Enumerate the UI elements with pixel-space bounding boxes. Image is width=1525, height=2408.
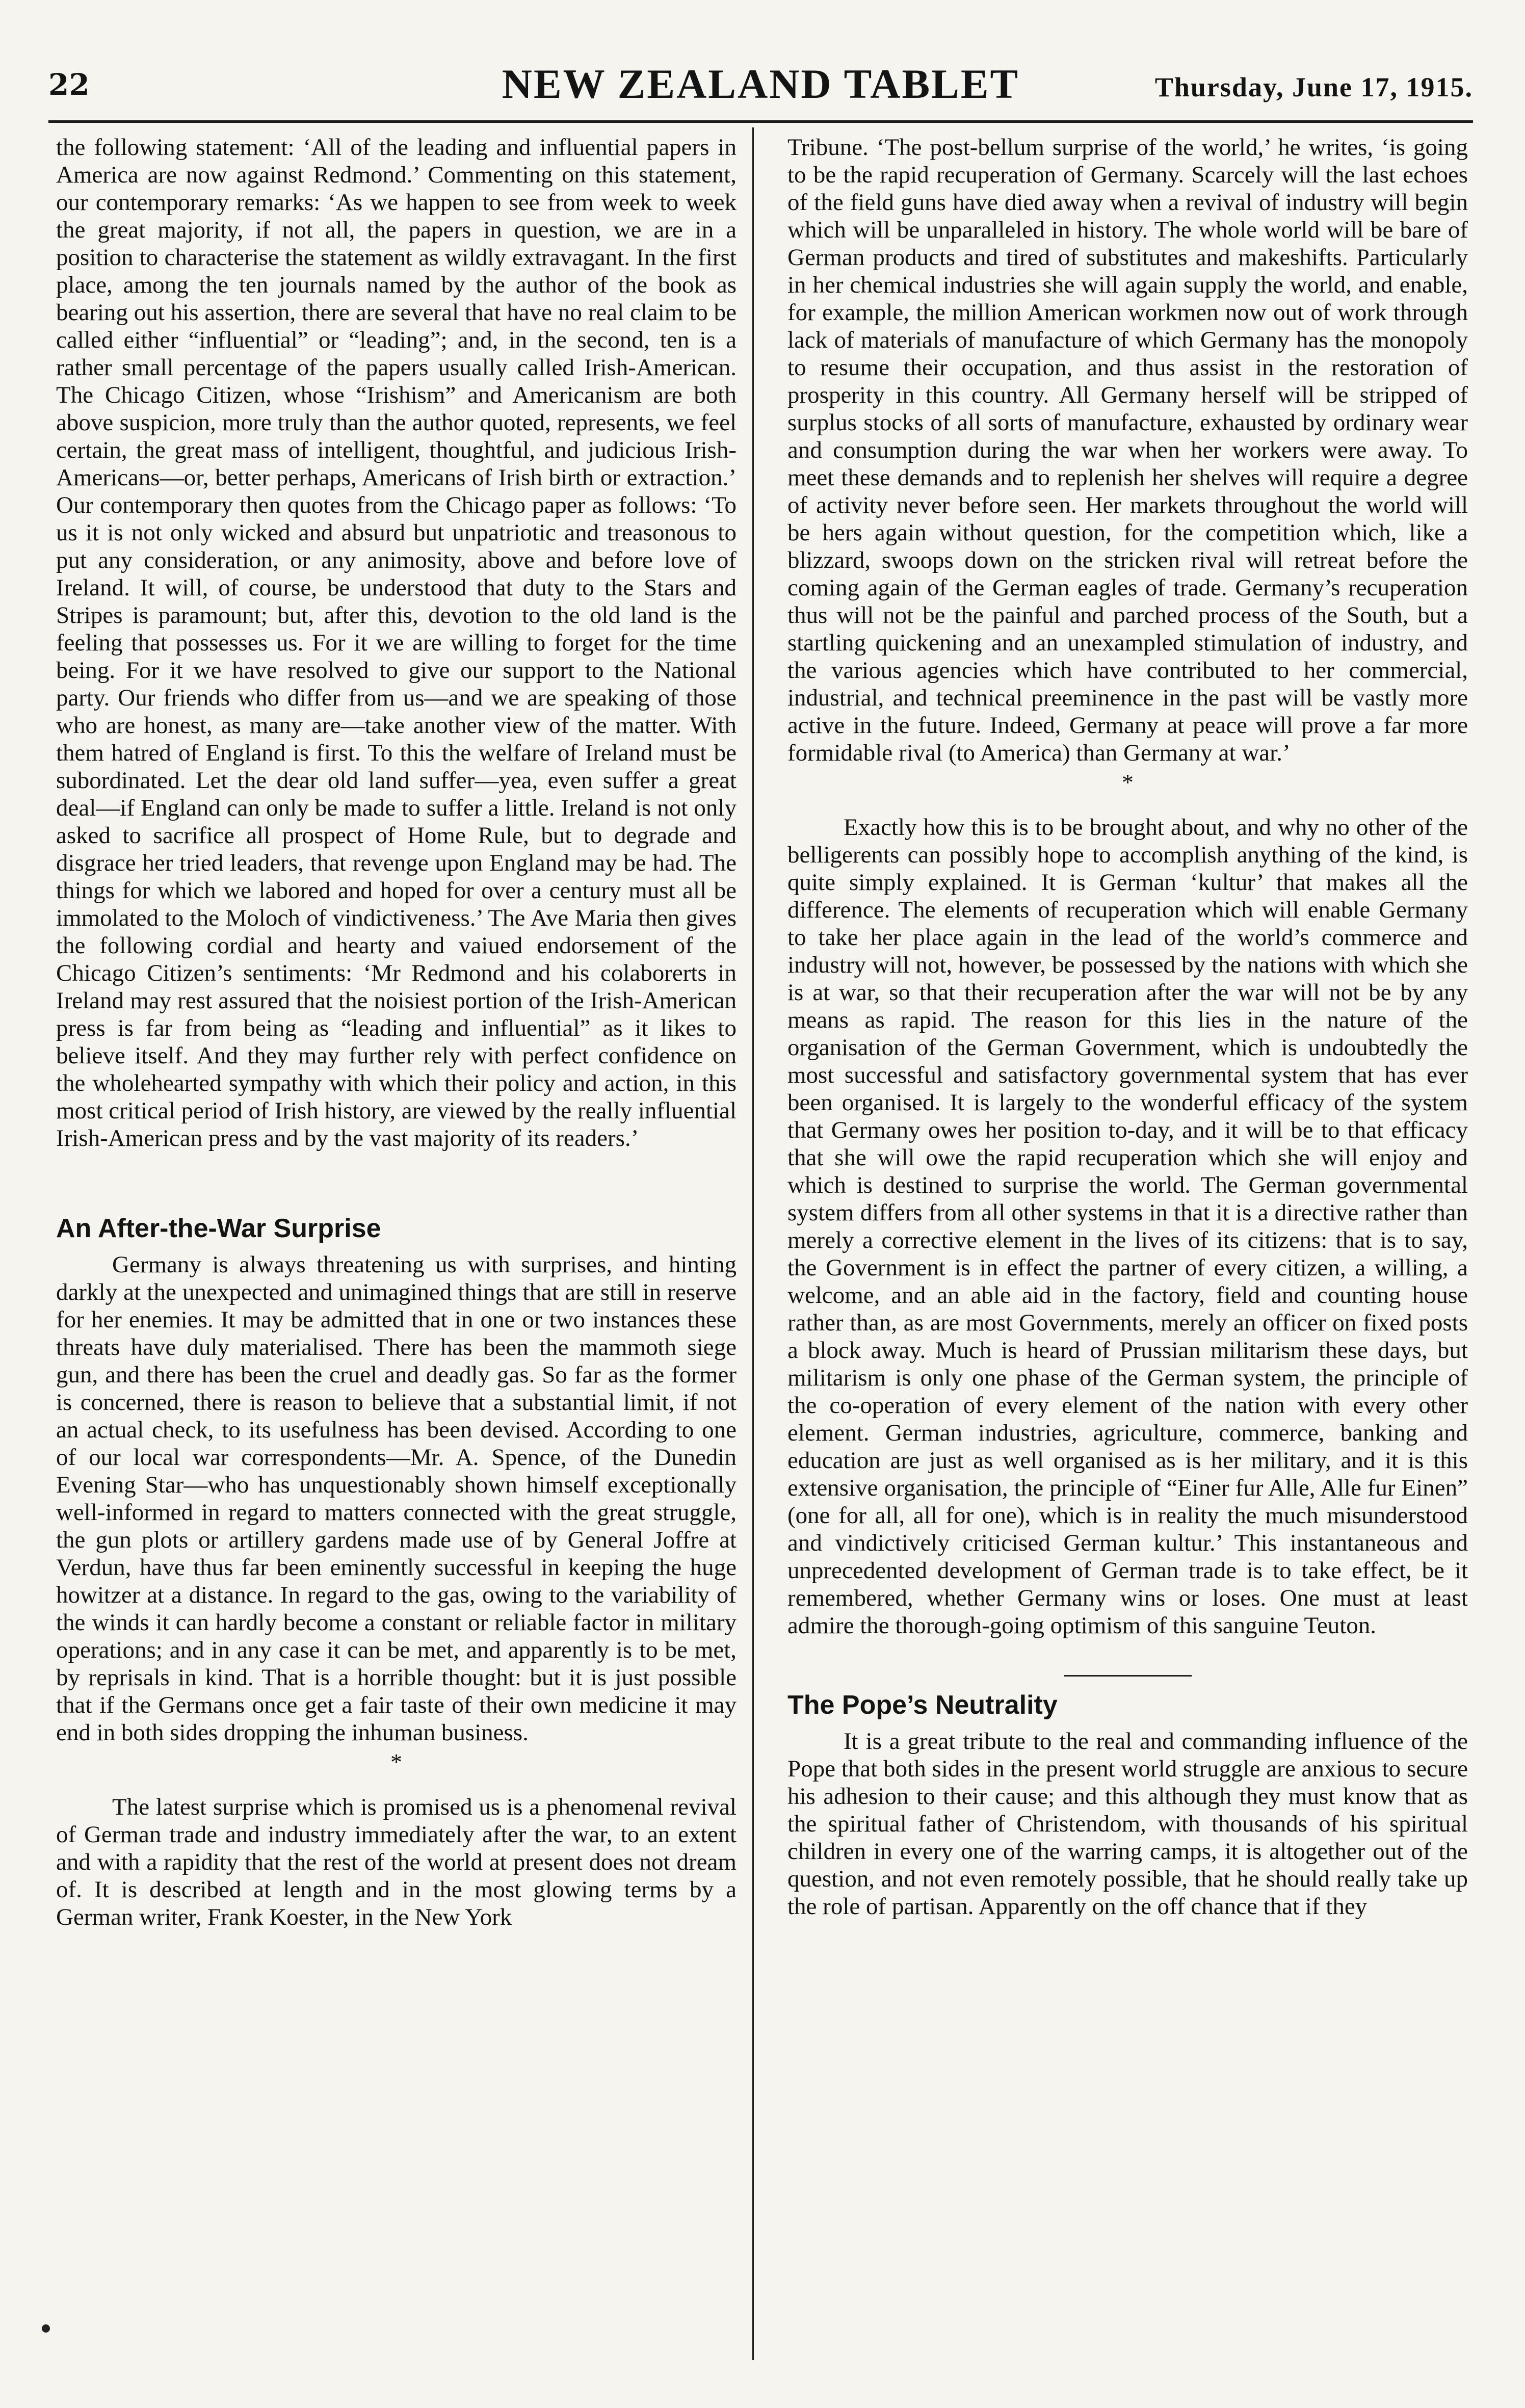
page-header [48, 60, 1473, 116]
left-paragraph-2: Germany is always threatening us with surprises, and hinting darkly at the unexpected and unimagined things that are still in reserve for her enemies. It may be admitted that in one or two instances these threats have duly materialised. There has been the mammoth siege gun, and there has been the cruel and deadly gas. So far as the former is concerned, there is reason to believe that a substantial limit, if not an actual check, to its usefulness has been devised. According to one of our local war correspondents—Mr. A. Spence, of the Dunedin Evening Star—who has unquestionably shown himself exceptionally well-informed in regard to matters connected with the great struggle, the gun plots or artillery gardens made use of by General Joffre at Verdun, have thus far been eminently successful in keeping the huge howitzer at a distance. In regard to the gas, owing to the variability of the winds it can hardly become a constant or reliable factor in military operations; and in any case it can be met, and apparently is to be met, by reprisals in kind. That is a horrible thought: but it is just possible that if the Germans once get a fair taste of their own medicine it may end in both sides dropping the inhuman business. [56, 1251, 737, 1746]
column-divider [752, 127, 754, 2360]
left-paragraph-3: The latest surprise which is promised us is a phenomenal revival of German trade and industry immediately after the war, to an extent and with a rapidity that the rest of the world at present does not dream of. It is described at length and in the most glowing terms by a German writer, Frank Koester, in the New York [56, 1794, 737, 1930]
right-paragraph-1: Tribune. ‘The post-bellum surprise of the world,’ he writes, ‘is going to be the rapid recuperation of Germany. Scarcely will the last echoes of the field guns have died away when a revival of industry will begin which will be unparalleled in history. The whole world will be bare of German products and tired of substitutes and makeshifts. Particularly in her chemical industries she will again supply the world, and enable, for example, the million American workmen now out of work through lack of materials of manufacture of which Germany has the monopoly to resume their occupation, and thus assist in the restoration of prosperity in this country. All Germany herself will be stripped of surplus stocks of all sorts of manufacture, exhausted by ordinary wear and consumption during the war when her workers were away. To meet these demands and to replenish her shelves will require a degree of activity never before seen. Her markets throughout the world will be hers again without question, for the competition which, like a blizzard, swoops down on the stricken rival will retreat before the coming again of the German eagles of trade. Germany’s recuperation thus will not be the painful and parched process of the South, but a startling quickening and an unexampled stimulation of industry, and the various agencies which have contributed to her commercial, industrial, and technical preeminence in the past will be vastly more active in the future. Indeed, Germany at peace will prove a far more formidable rival (to America) than Germany at war.’ [787, 134, 1468, 766]
section-star-right: * [1122, 769, 1134, 795]
right-paragraph-3: It is a great tribute to the real and commanding influence of the Pope that both sides in the present world struggle are anxious to secure his adhesion to their cause; and this although they must know that as the spiritual father of Christendom, with thousands of his spiritual children in every one of the warring camps, it is altogether out of the question, and not even remotely possible, that he should really take up the role of partisan. Apparently on the off chance that if they [787, 1728, 1468, 1920]
page-number: 22 [48, 67, 90, 102]
header-rule [48, 120, 1473, 123]
publication-title: NEW ZEALAND TABLET [502, 61, 1020, 107]
heading-popes-neutrality: The Pope’s Neutrality [787, 1690, 1058, 1720]
margin-dot [42, 2324, 50, 2333]
issue-date: Thursday, June 17, 1915. [1154, 72, 1473, 102]
heading-after-the-war-surprise: An After-the-War Surprise [56, 1214, 381, 1243]
section-star-left: * [390, 1749, 402, 1775]
right-paragraph-2: Exactly how this is to be brought about, and why no other of the belligerents can possibly hope to accomplish anything of the kind, is quite simply explained. It is German ‘kultur’ that makes all the difference. The elements of recuperation which will enable Germany to take her place again in the lead of the world’s commerce and industry will not, however, be possessed by the nations with which she is at war, so that their recuperation after the war will not be by any means as rapid. The reason for this lies in the nature of the organisation of the German Government, which is undoubtedly the most successful and satisfactory governmental system that has ever been organised. It is largely to the wonderful efficacy of the system that Germany owes her position to-day, and it will be to that efficacy that she will owe the rapid recuperation which she will enjoy and which is destined to surprise the world. The German governmental system differs from all other systems in that it is a directive rather than merely a corrective element in the lives of its citizens: that is to say, the Government is in effect the partner of every citizen, a willing, a welcome, and an able aid in the factory, field and counting house rather than, as are most Governments, merely an officer on fixed posts a block away. Much is heard of Prussian militarism these days, but militarism is only one phase of the German system, the principle of the co-operation of every element of the nation with every other element. German industries, agriculture, commerce, banking and education are just as well organised as is her military, and it is this extensive organisation, the principle of “Einer fur Alle, Alle fur Einen” (one for all, all for one), which is in reality the much misunderstood and vindictively criticised German kultur.’ This instantaneous and unprecedented development of German trade is to take effect, be it remembered, whether Germany wins or loses. One must at least admire the thorough-going optimism of this sanguine Teuton. [787, 814, 1468, 1639]
left-column [56, 134, 737, 1931]
left-paragraph-1: the following statement: ‘All of the leading and influential papers in America are now against Redmond.’ Commenting on this statement, our contemporary remarks: ‘As we happen to see from week to week the great majority, if not all, the papers in question, we are in a position to characterise the statement as wildly extravagant. In the first place, among the ten journals named by the author of the book as bearing out his assertion, there are several that have no real claim to be called either “influential” or “leading”; and, in the second, ten is a rather small percentage of the papers usually called Irish-American. The Chicago Citizen, whose “Irishism” and Americanism are both above suspicion, more truly than the author quoted, represents, we feel certain, the great mass of intelligent, thoughtful, and judicious Irish-Americans—or, better perhaps, Americans of Irish birth or extraction.’ Our contemporary then quotes from the Chicago paper as follows: ‘To us it is not only wicked and absurd but unpatriotic and treasonous to put any consideration, or any animosity, above and before love of Ireland. It will, of course, be understood that duty to the Stars and Stripes is paramount; but, after this, devotion to the old land is the feeling that possesses us. For it we are willing to forget for the time being. For it we have resolved to give our support to the National party. Our friends who differ from us—and we are speaking of those who are honest, as many are—take another view of the matter. With them hatred of England is first. To this the welfare of Ireland must be subordinated. Let the dear old land suffer—yea, even suffer a great deal—if England can only be made to suffer a little. Ireland is not only asked to sacrifice all prospect of Home Rule, but to degrade and disgrace her tried leaders, that revenge upon England may be had. The things for which we labored and hoped for over a century must all be immolated to the Moloch of vindictiveness.’ The Ave Maria then gives the following cordial and hearty and vaiued endorsement of the Chicago Citizen’s sentiments: ‘Mr Redmond and his colaborerts in Ireland may rest assured that the noisiest portion of the Irish-American press is far from being as “leading and influential” as it likes to believe itself. And they may further rely with perfect confidence on the wholehearted sympathy with which their policy and action, in this most critical period of Irish history, are viewed by the really influential Irish-American press and by the vast majority of its readers.’ [56, 134, 737, 1151]
right-column [787, 134, 1468, 1920]
